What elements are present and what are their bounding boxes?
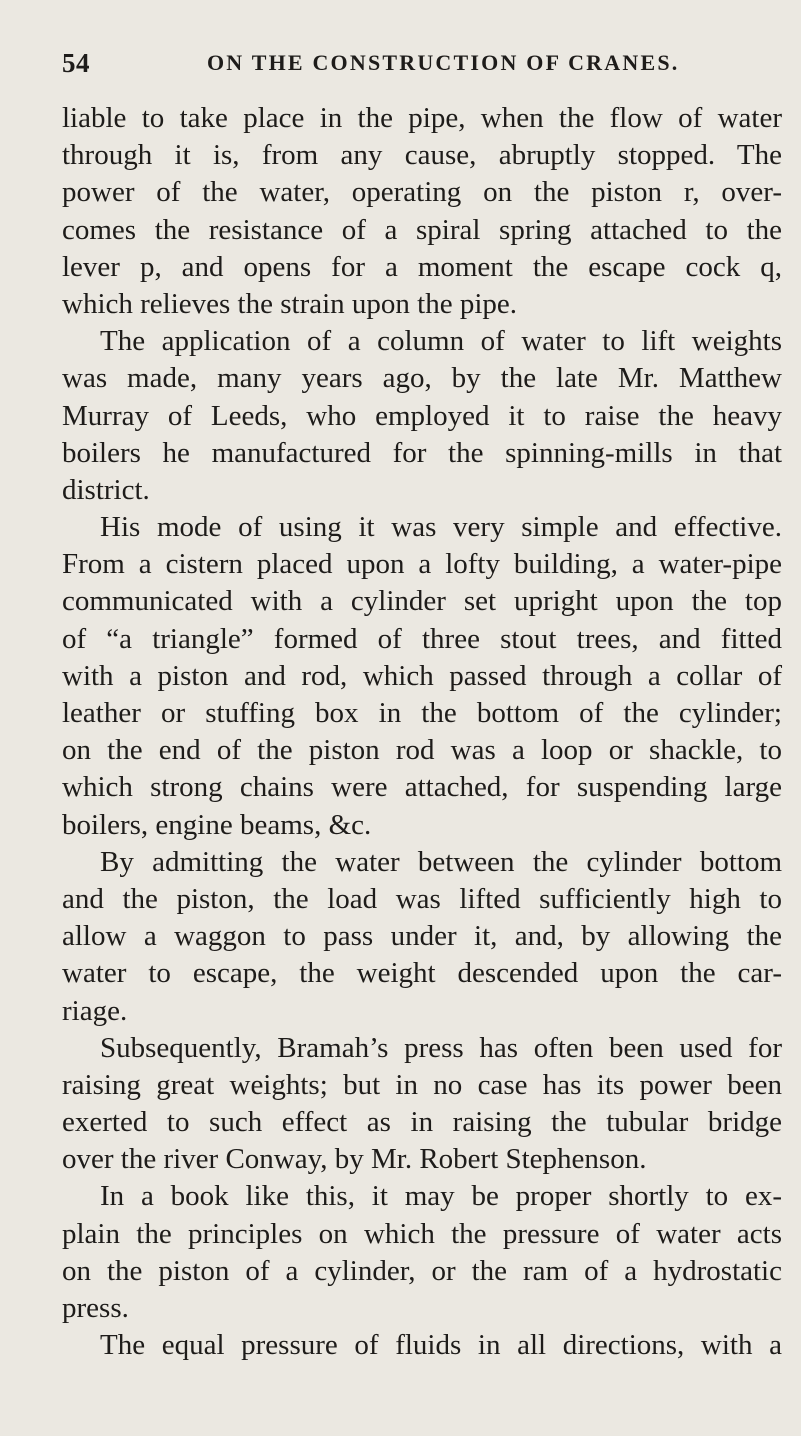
text-line: press. [62,1292,129,1324]
text-line: which relieves the strain upon the pipe. [62,287,518,320]
text-line: allow a waggon to pass under it, and, by allowing the [62,920,782,953]
text-line: From a cistern placed upon a lofty building, a water-pipe [62,548,782,581]
text-line: water to escape, the weight descended upon the car- [62,957,782,990]
text-line: By admitting the water between the cylinder bottom [100,845,782,878]
page-number: 54 [62,48,90,78]
text-line: The application of a column of water to lift weights [100,325,782,358]
text-line: with a piston and rod, which passed through a collar of [62,659,782,692]
text-line: comes the resistance of a spiral spring attached to the [62,213,782,246]
running-title: ON THE CONSTRUCTION OF CRANES. [207,50,680,75]
text-line: through it is, from any cause, abruptly stopped. The [62,139,782,172]
text-line: leather or stuffing box in the bottom of the cylinder; [62,697,782,729]
text-line: over the river Conway, by Mr. Robert Stephenson. [62,1143,647,1176]
text-line: plain the principles on which the pressure of water acts [62,1217,782,1250]
text-line: which strong chains were attached, for suspending large [62,771,782,804]
text-line: boilers, engine beams, &c. [62,808,372,841]
text-line: on the piston of a cylinder, or the ram of a hydrostatic [62,1254,782,1287]
text-line: In a book like this, it may be proper shortly to ex- [100,1180,782,1213]
text-line: power of the water, operating on the piston r, over- [62,176,782,209]
text-line: Murray of Leeds, who employed it to raise the heavy [62,399,782,432]
text-line: and the piston, the load was lifted sufficiently high to [62,882,782,915]
text-line: Subsequently, Bramah’s press has often been used for [100,1031,782,1064]
text-line: raising great weights; but in no case has its power been [62,1068,782,1101]
text-line: lever p, and opens for a moment the escape cock q, [62,250,782,283]
text-line: of “a triangle” formed of three stout trees, and fitted [62,622,782,655]
text-line: district. [62,473,150,506]
body-text [62,100,782,1364]
text-line: riage. [62,994,128,1027]
text-line: His mode of using it was very simple and effective. [100,511,782,544]
text-line: communicated with a cylinder set upright upon the top [62,585,782,618]
text-line: was made, many years ago, by the late Mr. Matthew [62,362,782,395]
text-line: on the end of the piston rod was a loop or shackle, to [62,734,782,767]
text-line: liable to take place in the pipe, when the flow of water [62,102,782,134]
text-line: boilers he manufactured for the spinning-mills in that [62,436,782,469]
text-line: exerted to such effect as in raising the tubular bridge [62,1106,782,1139]
text-line: The equal pressure of fluids in all directions, with a [100,1329,782,1362]
running-head [62,48,761,84]
